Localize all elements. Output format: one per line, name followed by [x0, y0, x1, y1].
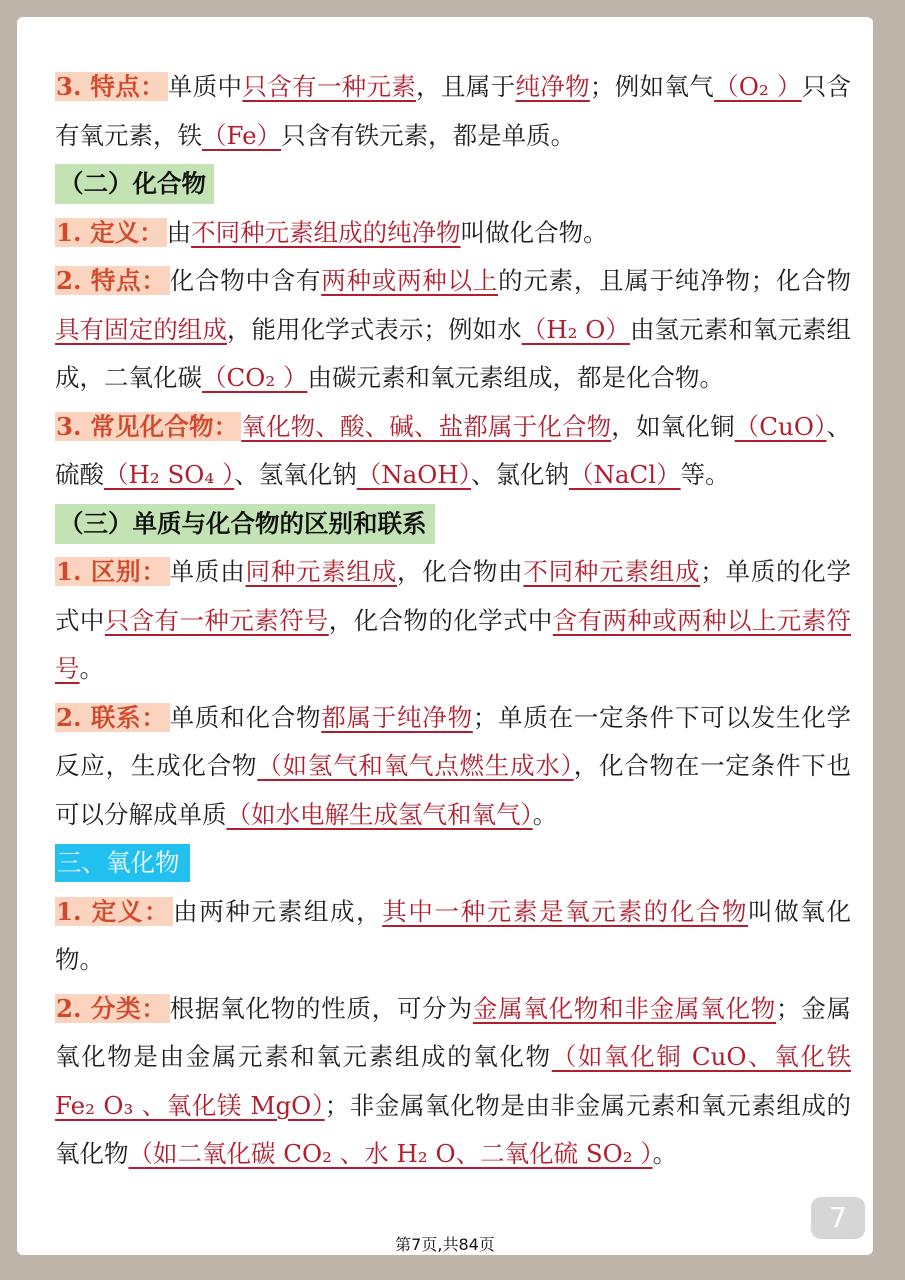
- section-heading-difference: （三）单质与化合物的区别和联系: [55, 504, 435, 544]
- item-label: 1. 区别：: [55, 557, 170, 586]
- text-span: 叫做化合物。: [460, 217, 608, 247]
- text-span: ，且属于: [416, 72, 516, 101]
- text-span: 等。: [680, 460, 730, 489]
- text-span: 叫做氧化物。: [55, 896, 852, 974]
- text-span: 。: [532, 799, 558, 829]
- item-label: 1. 定义：: [55, 897, 173, 926]
- text-span: 根据氧化物的性质，可分为: [169, 993, 473, 1023]
- answer-underline: 含有两种或两种以上元素符号: [55, 605, 852, 683]
- text-span: 由氢元素和氧元素组成，二氧化碳: [55, 314, 851, 392]
- text-span: 。: [652, 1139, 678, 1168]
- paragraph-oxide-classification: [55, 985, 851, 1179]
- text-span: ，如氧化铜: [611, 411, 735, 441]
- item-label: 3. 常见化合物：: [55, 412, 241, 441]
- paragraph-compound-definition: [55, 209, 851, 258]
- page-footer: 第7页,共84页: [395, 1235, 495, 1254]
- text-span: 化合物中含有: [169, 266, 322, 295]
- answer-underline: 同种元素组成: [245, 557, 398, 586]
- item-label: 2. 特点：: [55, 266, 170, 295]
- answer-underline: （如二氧化碳 CO₂ 、水 H₂ O、二氧化硫 SO₂ ）: [128, 1139, 653, 1168]
- page-number-badge: 7: [811, 1197, 865, 1239]
- paragraph-compound-features: [55, 257, 851, 403]
- answer-underline: 纯净物: [515, 72, 590, 101]
- text-span: ，化合物在一定条件下也可以分解成单质: [55, 751, 852, 829]
- answer-underline: （NaCl）: [568, 460, 681, 489]
- answer-underline: （O₂ ）: [714, 72, 802, 101]
- text-span: 、氯化钠: [470, 460, 569, 489]
- answer-underline: （CO₂ ）: [202, 363, 308, 392]
- section-heading-compound: （二）化合物: [55, 164, 214, 204]
- text-span: 、硫酸: [55, 411, 852, 489]
- text-span: 单质中: [167, 72, 243, 101]
- answer-underline: （H₂ SO₄ ）: [104, 460, 235, 489]
- text-span: 单质和化合物: [169, 702, 322, 732]
- text-span: 由: [166, 217, 192, 247]
- text-span: ，能用化学式表示；例如水: [226, 314, 522, 344]
- answer-underline: 氧化物、酸、碱、盐都属于化合物: [241, 411, 612, 441]
- answer-underline: 金属氧化物和非金属氧化物: [472, 993, 776, 1023]
- text-span: 单质由: [169, 557, 246, 586]
- text-span: ；金属氧化物是由金属元素和氧元素组成的氧化物: [55, 993, 852, 1071]
- text-span: ，化合物由: [397, 557, 524, 586]
- text-span: ；单质在一定条件下可以发生化学反应，生成化合物: [55, 702, 852, 780]
- text-span: ；单质的化学式中: [55, 557, 852, 635]
- text-span: 由两种元素组成，: [173, 896, 383, 926]
- text-span: 、氢氧化钠: [234, 460, 357, 489]
- answer-underline: （H₂ O）: [521, 314, 630, 344]
- paragraph-oxide-definition: [55, 888, 851, 985]
- answer-underline: （Fe）: [202, 120, 282, 150]
- answer-underline: 不同种元素组成的纯净物: [191, 217, 461, 247]
- text-span: ；例如氧气: [589, 72, 715, 101]
- item-label: 3. 特点：: [55, 72, 168, 101]
- section-heading-oxide: 三、氧化物: [55, 844, 190, 882]
- paragraph-difference: [55, 548, 851, 694]
- answer-underline: （如水电解生成氢气和氧气）: [226, 799, 533, 829]
- paragraph-element-features: [55, 63, 851, 160]
- text-span: 的元素，且属于纯净物；化合物: [498, 266, 852, 295]
- item-label: 2. 联系：: [55, 703, 170, 732]
- answer-underline: （如氢气和氧气点燃生成水）: [257, 751, 574, 780]
- answer-underline: （CuO）: [734, 411, 827, 441]
- answer-underline: （NaOH）: [356, 460, 471, 489]
- text-span: 。: [79, 654, 104, 683]
- text-span: ；非金属氧化物是由非金属元素和氧元素组成的氧化物: [55, 1090, 852, 1168]
- answer-underline: 只含有一种元素符号: [104, 605, 329, 635]
- text-span: 只含有铁元素，都是单质。: [281, 120, 576, 150]
- paragraph-relation: [55, 694, 851, 840]
- document-page: [17, 17, 873, 1255]
- answer-underline: 具有固定的组成: [55, 314, 227, 344]
- text-span: ，化合物的化学式中: [328, 605, 553, 635]
- item-label: 2. 分类：: [55, 994, 170, 1023]
- paragraph-common-compounds: [55, 403, 851, 500]
- document-content: [55, 63, 851, 1179]
- answer-underline: 只含有一种元素: [242, 72, 417, 101]
- item-label: 1. 定义：: [55, 218, 167, 247]
- answer-underline: 不同种元素组成: [523, 557, 701, 586]
- answer-underline: 其中一种元素是氧元素的化合物: [382, 896, 749, 926]
- answer-underline: 都属于纯净物: [321, 702, 473, 732]
- text-span: 只含有氧元素，铁: [55, 72, 852, 150]
- answer-underline: （如氧化铜 CuO、氧化铁 Fe₂ O₃ 、氧化镁 MgO）: [55, 1042, 851, 1120]
- answer-underline: 两种或两种以上: [321, 266, 499, 295]
- text-span: 由碳元素和氧元素组成，都是化合物。: [307, 363, 724, 392]
